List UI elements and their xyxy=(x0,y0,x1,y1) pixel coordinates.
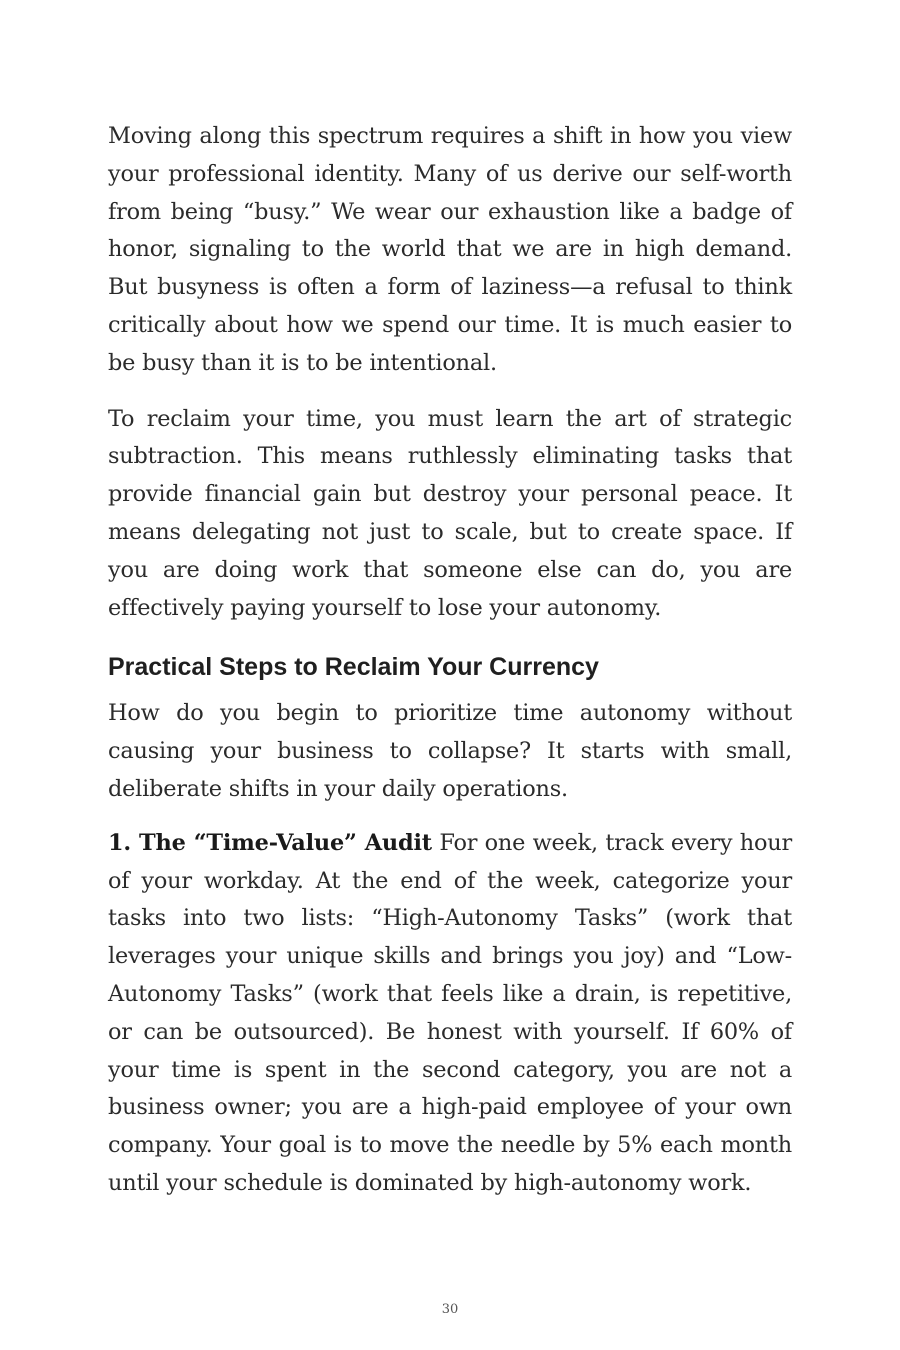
section-intro: How do you begin to prioritize time autonomy without causing your business to collapse? It starts with small, deliberate shifts in your daily operations. xyxy=(108,700,792,802)
page-number: 30 xyxy=(441,1302,459,1317)
step-title: 1. The “Time-Value” Audit xyxy=(108,829,432,856)
step-paragraph xyxy=(108,825,792,1203)
section-heading: Practical Steps to Reclaim Your Currency xyxy=(108,653,599,682)
step-text: For one week, track every hour of your workday. At the end of the week, categorize your tasks into two lists: “High-Autonomy Tasks” (work that leverages your unique skills and brings you joy) and “Low-Autonomy Tasks” (work that feels like a drain, is repetitive, or can be outsourced). Be honest with yourself. If 60% of your time is spent in the second category, you are not a business owner; you are a high-paid employee of your own company. Your goal is to move the needle by 5% each month until your schedule is dominated by high-autonomy work. xyxy=(108,829,792,1196)
body-paragraph: Moving along this spectrum requires a shift in how you view your professional identity. Many of us derive our self-worth from being “busy.” We wear our exhaustion like a badge of honor, signaling to the world that we are in high demand. But busyness is often a form of laziness—a refusal to think critically about how we spend our time. It is much easier to be busy than it is to be intentional. xyxy=(108,123,792,376)
page-content xyxy=(108,118,792,1203)
body-paragraph: To reclaim your time, you must learn the art of strategic subtraction. This means ruthlessly eliminating tasks that provide financial gain but destroy your personal peace. It means delegating not just to scale, but to create space. If you are doing work that someone else can do, you are effectively paying yourself to lose your autonomy. xyxy=(108,405,792,621)
